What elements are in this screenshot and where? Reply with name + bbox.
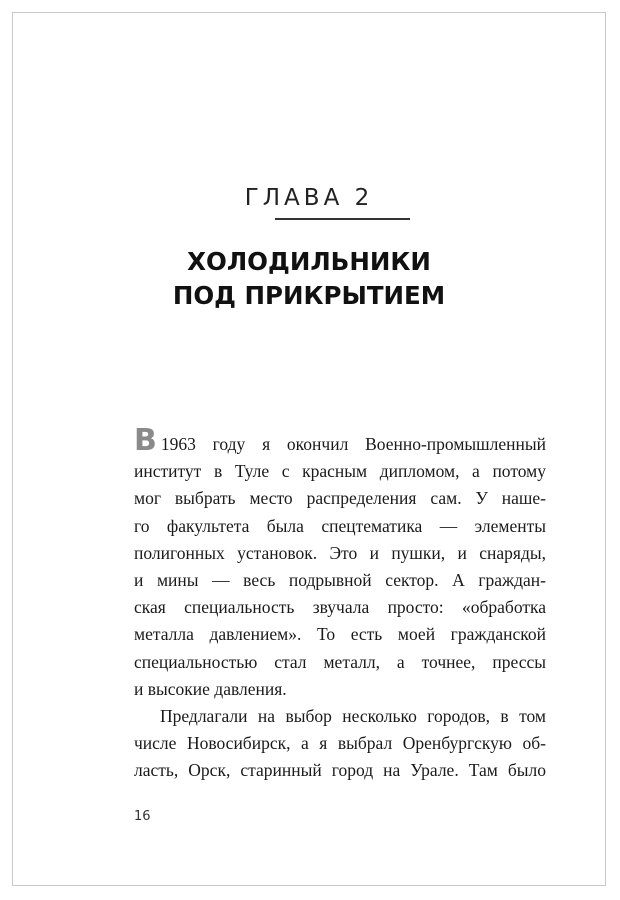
text-line: ская специальность звучала просто: «обработка [134, 597, 546, 618]
paragraph-2 [134, 703, 546, 785]
text-line-content: 1963 году я окончил Военно-промышленный [160, 434, 546, 454]
book-page [12, 12, 606, 886]
text-line: Предлагали на выбор несколько городов, в том [160, 706, 546, 727]
text-line: и высокие давления. [134, 678, 287, 699]
text-line: го факультета была спецтематика — элементы [134, 515, 546, 536]
text-line [134, 423, 546, 458]
body-text [134, 423, 546, 785]
text-line: институт в Туле с красным дипломом, а потому [134, 461, 546, 482]
text-line: полигонных установок. Это и пушки, и снаряды, [134, 542, 546, 563]
text-line: металла давлением». То есть моей гражданской [134, 624, 546, 645]
text-line: ласть, Орск, старинный город на Урале. Там было [134, 760, 546, 781]
drop-cap: В [134, 423, 157, 458]
text-line: мог выбрать место распределения сам. У наше- [134, 488, 546, 509]
paragraph-1 [134, 423, 546, 703]
chapter-divider [275, 218, 410, 220]
text-line: специальностью стал металл, а точнее, прессы [134, 651, 546, 672]
text-line: числе Новосибирск, а я выбрал Оренбургскую об- [134, 733, 546, 754]
page-number: 16 [134, 809, 151, 824]
chapter-title [13, 245, 605, 313]
chapter-title-line-2: ПОД ПРИКРЫТИЕМ [172, 281, 446, 310]
chapter-title-line-1: ХОЛОДИЛЬНИКИ [187, 247, 431, 276]
chapter-label: ГЛАВА 2 [244, 185, 374, 211]
text-line: и мины — весь подрывной сектор. А граждан- [134, 570, 546, 591]
